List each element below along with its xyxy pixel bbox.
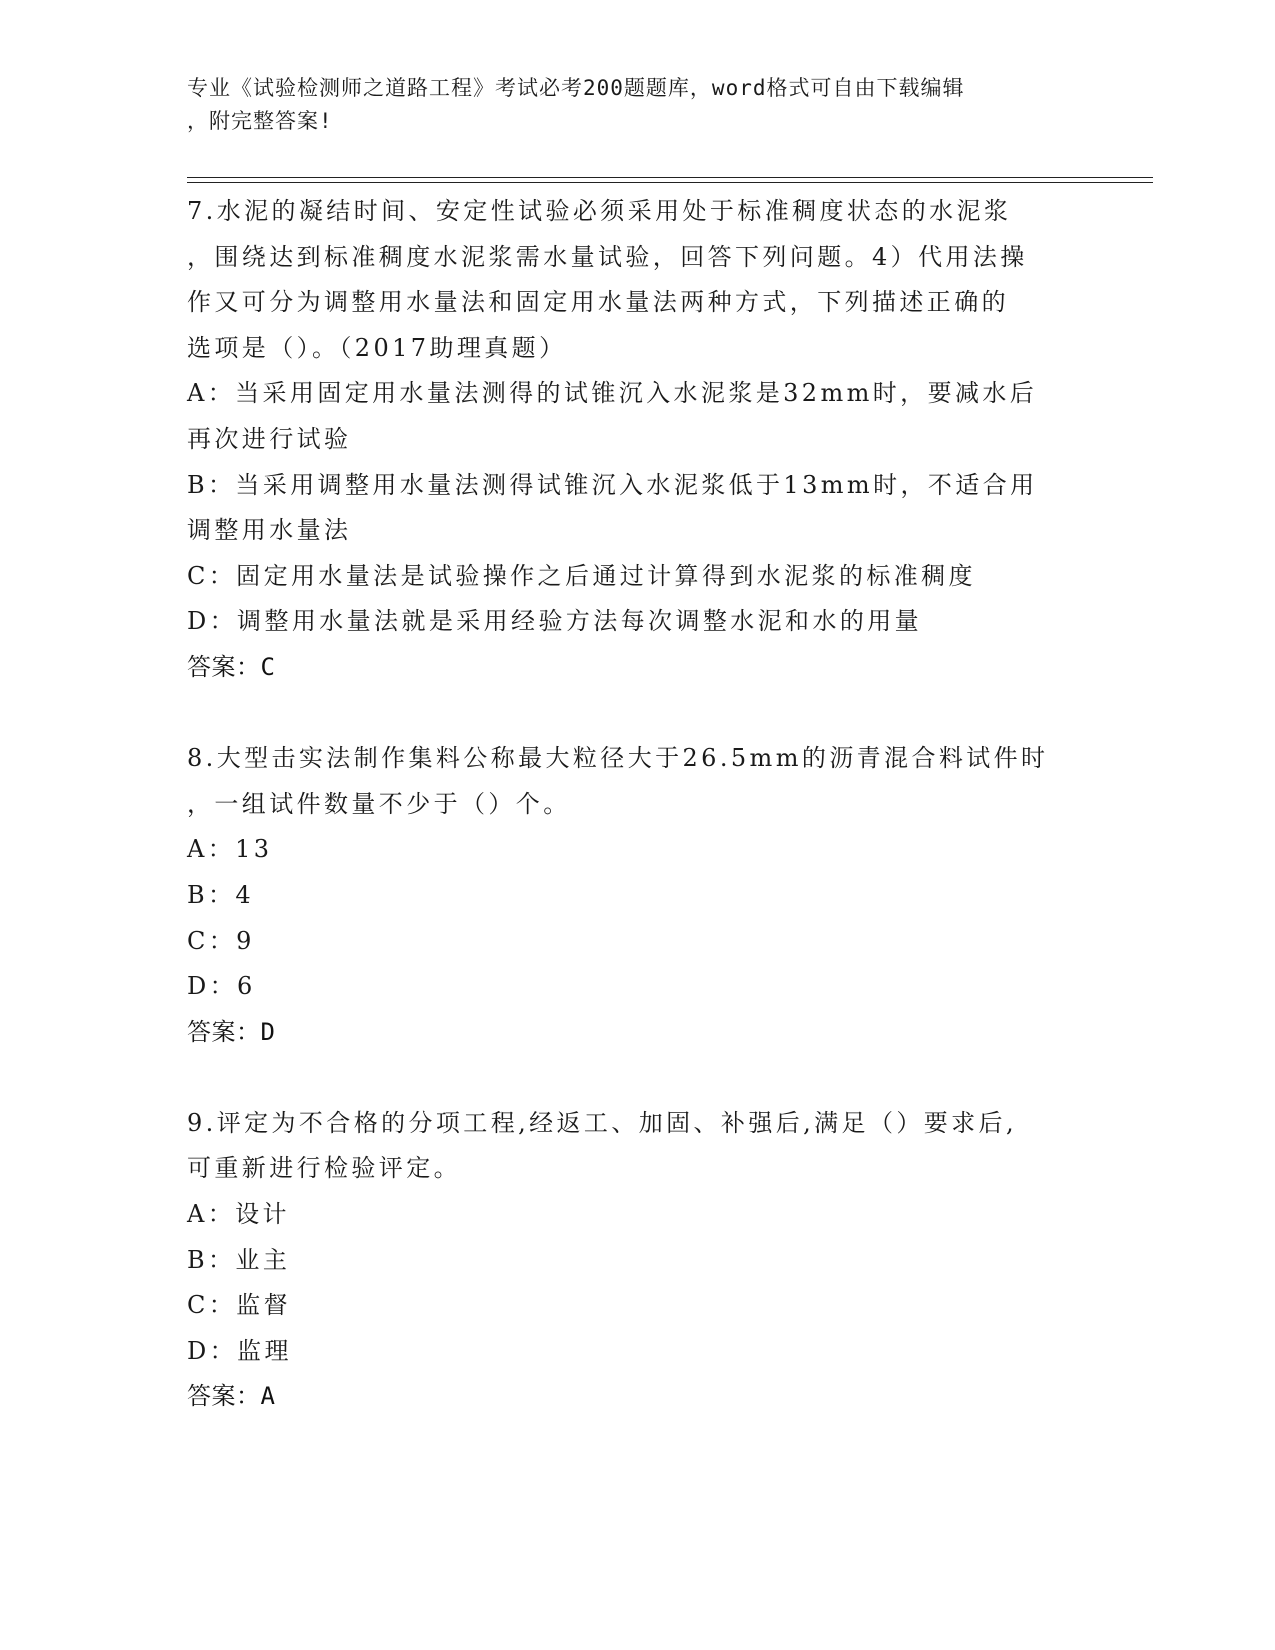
question-block <box>187 189 1087 691</box>
question-text-line: ，围绕达到标准稠度水泥浆需水量试验，回答下列问题。4）代用法操 <box>187 242 1028 271</box>
question-text-line: 9.评定为不合格的分项工程,经返工、加固、补强后,满足（）要求后, <box>187 1108 1017 1137</box>
option-line: B：业主 <box>187 1245 291 1274</box>
option-line: C：监督 <box>187 1291 291 1320</box>
question-block <box>187 1101 1087 1420</box>
option-line: D：监理 <box>187 1336 292 1365</box>
option-line: 调整用水量法 <box>187 516 352 545</box>
option-line: B：当采用调整用水量法测得试锥沉入水泥浆低于13mm时，不适合用 <box>187 470 1038 499</box>
option-line: C：固定用水量法是试验操作之后通过计算得到水泥浆的标准稠度 <box>187 561 976 590</box>
question-text-line: 7.水泥的凝结时间、安定性试验必须采用处于标准稠度状态的水泥浆 <box>187 197 1012 225</box>
question-spacer <box>187 1055 1087 1101</box>
question-text-line: 8.大型击实法制作集料公称最大粒径大于26.5mm的沥青混合料试件时 <box>187 744 1049 773</box>
answer-line: 答案：D <box>187 1017 276 1046</box>
answer-line: 答案：A <box>187 1382 276 1411</box>
question-text-line: 可重新进行检验评定。 <box>187 1154 461 1183</box>
question-list <box>187 189 1087 1420</box>
question-block <box>187 736 1087 1055</box>
header-line-1: 专业《试验检测师之道路工程》考试必考200题题库，word格式可自由下载编辑 <box>187 76 965 100</box>
option-line: D：调整用水量法就是采用经验方法每次调整水泥和水的用量 <box>187 607 923 636</box>
question-text-line: 选项是（）。（2017助理真题） <box>187 333 567 362</box>
option-line: A：13 <box>187 835 273 864</box>
document-header <box>187 72 1087 138</box>
option-line: 再次进行试验 <box>187 424 352 453</box>
option-line: A：当采用固定用水量法测得的试锥沉入水泥浆是32mm时，要减水后 <box>187 379 1038 408</box>
header-rule-bottom <box>187 182 1153 183</box>
option-line: A：设计 <box>187 1200 290 1229</box>
option-line: B：4 <box>187 880 255 909</box>
header-rule-top <box>187 177 1153 178</box>
question-text-line: ，一组试件数量不少于（）个。 <box>187 789 571 818</box>
question-spacer <box>187 691 1087 737</box>
question-text-line: 作又可分为调整用水量法和固定用水量法两种方式，下列描述正确的 <box>187 288 1009 317</box>
option-line: C：9 <box>187 926 255 955</box>
header-line-2: ，附完整答案! <box>187 109 333 133</box>
option-line: D：6 <box>187 972 256 1001</box>
answer-line: 答案：C <box>187 652 276 681</box>
